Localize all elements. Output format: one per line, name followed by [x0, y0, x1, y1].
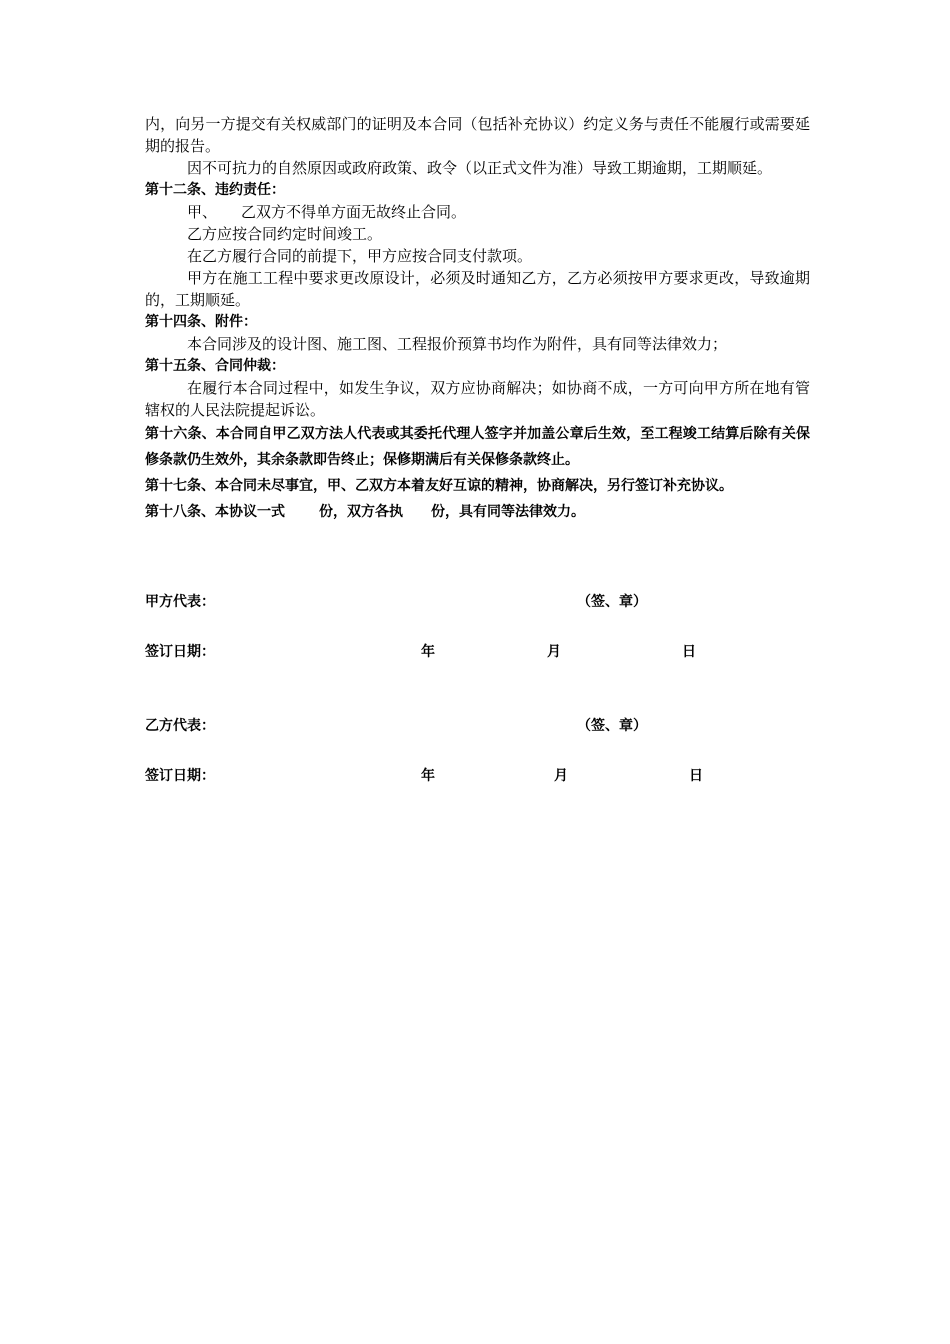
party-b-month: 月: [554, 768, 568, 784]
force-majeure-delay-paragraph: 因不可抗力的自然原因或政府政策、政令（以正式文件为准）导致工期逾期，工期顺延。: [187, 159, 773, 177]
article-12-clause-1-prefix: 甲、: [187, 203, 218, 221]
party-a-day: 日: [682, 644, 696, 660]
article-12-clause-4: 甲方在施工工程中要求更改原设计，必须及时通知乙方，乙方必须按甲方要求更改，导致逾期的，工期顺延。: [145, 269, 810, 309]
party-b-day: 日: [689, 768, 703, 784]
party-a-date-row: [145, 641, 810, 665]
party-b-representative-row: [145, 715, 810, 739]
party-b-seal: （签、章）: [577, 718, 647, 734]
party-b-label: 乙方代表：: [145, 718, 215, 734]
article-14-text: 本合同涉及的设计图、施工图、工程报价预算书均作为附件，具有同等法律效力；: [187, 335, 728, 353]
article-12-clause-2: 乙方应按合同约定时间竣工。: [187, 225, 383, 243]
article-12-heading: 第十二条、违约责任：: [145, 182, 285, 198]
article-15-text: 在履行本合同过程中，如发生争议，双方应协商解决；如协商不成，一方可向甲方所在地有管辖权的人民法院提起诉讼。: [145, 379, 810, 419]
article-12-clause-1-text: 乙双方不得单方面无故终止合同。: [241, 203, 467, 221]
article-18-part-1: 第十八条、本协议一式: [145, 504, 285, 520]
article-15-heading: 第十五条、合同仲裁：: [145, 358, 285, 374]
party-a-seal: （签、章）: [577, 594, 647, 610]
article-18-part-2: 份，双方各执: [319, 504, 403, 520]
party-a-date-label: 签订日期：: [145, 644, 215, 660]
article-16-text: 第十六条、本合同自甲乙双方法人代表或其委托代理人签字并加盖公章后生效，至工程竣工结算后除有关保修条款仍生效外，其余条款即告终止；保修期满后有关保修条款终止。: [145, 426, 810, 468]
article-12-clause-1: [145, 201, 810, 223]
party-a-representative-row: [145, 591, 810, 615]
party-b-date-row: [145, 765, 810, 789]
party-b-year: 年: [421, 768, 435, 784]
article-18-text: [145, 499, 810, 525]
article-14-heading: 第十四条、附件：: [145, 314, 257, 330]
contract-page: [145, 113, 810, 525]
article-17-text: 第十七条、本合同未尽事宜，甲、乙双方本着友好互谅的精神，协商解决，另行签订补充协议。: [145, 478, 733, 494]
party-a-month: 月: [547, 644, 561, 660]
party-a-label: 甲方代表：: [145, 594, 215, 610]
force-majeure-report-paragraph: 内，向另一方提交有关权威部门的证明及本合同（包括补充协议）约定义务与责任不能履行或需要延期的报告。: [145, 115, 810, 155]
article-12-clause-3: 在乙方履行合同的前提下，甲方应按合同支付款项。: [187, 247, 533, 265]
article-18-part-3: 份，具有同等法律效力。: [431, 504, 585, 520]
party-a-year: 年: [421, 644, 435, 660]
party-b-date-label: 签订日期：: [145, 768, 215, 784]
